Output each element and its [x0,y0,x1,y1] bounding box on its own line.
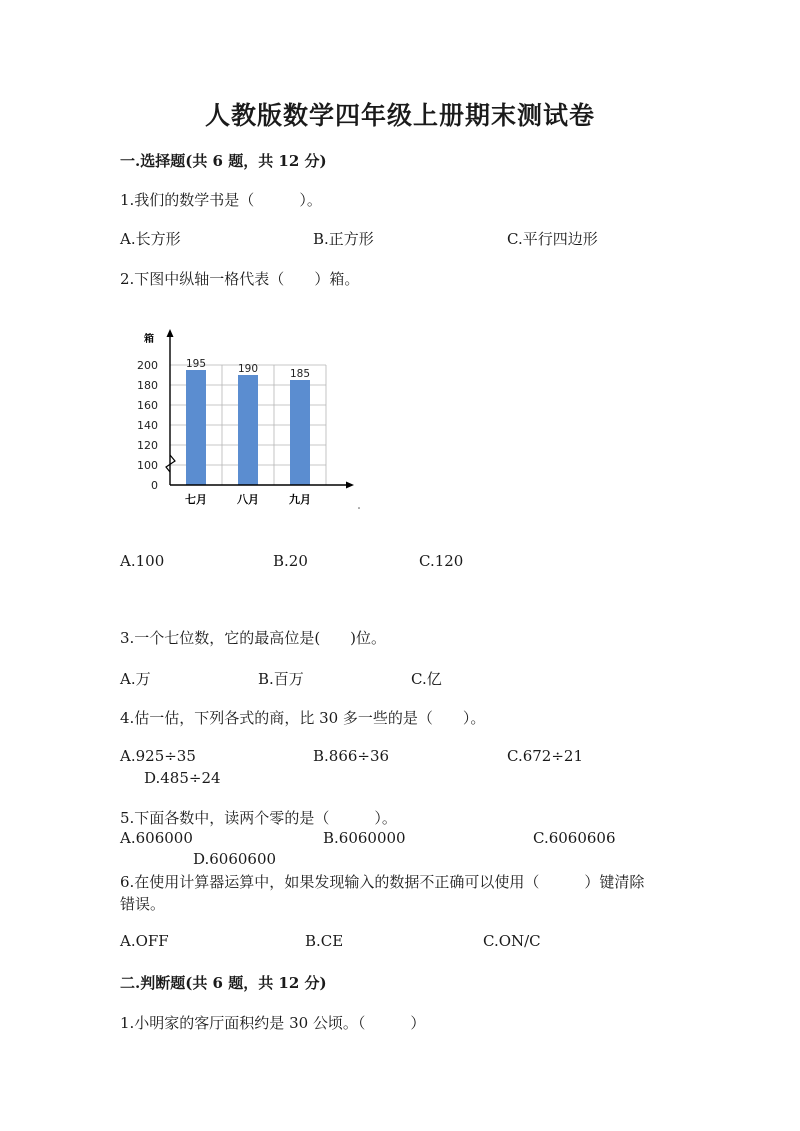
bar-chart [130,325,370,520]
data-label-2: 190 [237,363,259,375]
question-2-option-b: B.20 [273,552,308,570]
chart-x-ticks [185,492,311,506]
question-5-text: 5.下面各数中，读两个零的是（ ）。 [120,809,397,827]
question-1-option-c: C.平行四边形 [507,230,598,248]
bar-3 [290,380,310,485]
question-4-option-b: B.866÷36 [313,747,390,765]
question-3-option-b: B.百万 [258,670,304,688]
chart-y-ticks [137,359,158,492]
stray-dot [358,507,360,509]
question-6-text-line2: 错误。 [120,895,166,913]
question-4-text: 4.估一估，下列各式的商，比 30 多一些的是（ ）。 [120,709,486,727]
question-2-option-c: C.120 [419,552,464,570]
y-tick-label: 140 [137,419,158,432]
question-5-option-d: D.6060600 [193,850,277,868]
x-axis-arrow [346,482,354,489]
question-6-option-b: B.CE [305,932,344,950]
y-tick-label: 0 [151,479,158,492]
x-tick-label-1: 七月 [185,493,207,506]
y-tick-label: 160 [137,399,158,412]
question-2-option-a: A.100 [120,552,165,570]
y-tick-label: 100 [137,459,158,472]
question-1-option-b: B.正方形 [313,230,374,248]
question-3-text: 3.一个七位数，它的最高位是( )位。 [120,629,387,647]
question-4-option-d: D.485÷24 [144,769,221,787]
y-axis-label: 箱 [144,334,154,345]
question-1-option-a: A.长方形 [120,230,181,248]
y-axis-arrow [167,329,174,337]
bar-2 [238,375,258,485]
question-2-text: 2.下图中纵轴一格代表（ ）箱。 [120,270,360,288]
chart-bars [186,370,310,485]
question-4-option-c: C.672÷21 [507,747,583,765]
question-3-option-a: A.万 [120,670,151,688]
question-6-text-line1: 6.在使用计算器运算中，如果发现输入的数据不正确可以使用（ ）键清除 [120,873,645,891]
data-label-1: 195 [185,358,207,370]
y-tick-label: 180 [137,379,158,392]
data-label-3: 185 [289,368,311,380]
question-6-option-c: C.ON/C [483,932,541,950]
x-tick-label-2: 八月 [237,493,259,506]
bar-1 [186,370,206,485]
question-1-text: 1.我们的数学书是（ ）。 [120,191,322,209]
y-tick-label: 120 [137,439,158,452]
section-2-heading: 二.判断题(共 6 题，共 12 分) [120,974,327,992]
question-6-option-a: A.OFF [120,932,169,950]
question-5-option-a: A.606000 [120,829,193,847]
question-5-option-b: B.6060000 [323,829,406,847]
x-tick-label-3: 九月 [289,493,311,506]
section-1-heading: 一.选择题(共 6 题，共 12 分) [120,152,327,170]
page-title: 人教版数学四年级上册期末测试卷 [204,101,595,130]
question-3-option-c: C.亿 [411,670,442,688]
y-tick-label: 200 [137,359,158,372]
question-5-option-c: C.6060606 [533,829,616,847]
question-4-option-a: A.925÷35 [120,747,196,765]
judge-1-text: 1.小明家的客厅面积约是 30 公顷。（ ） [120,1014,426,1032]
